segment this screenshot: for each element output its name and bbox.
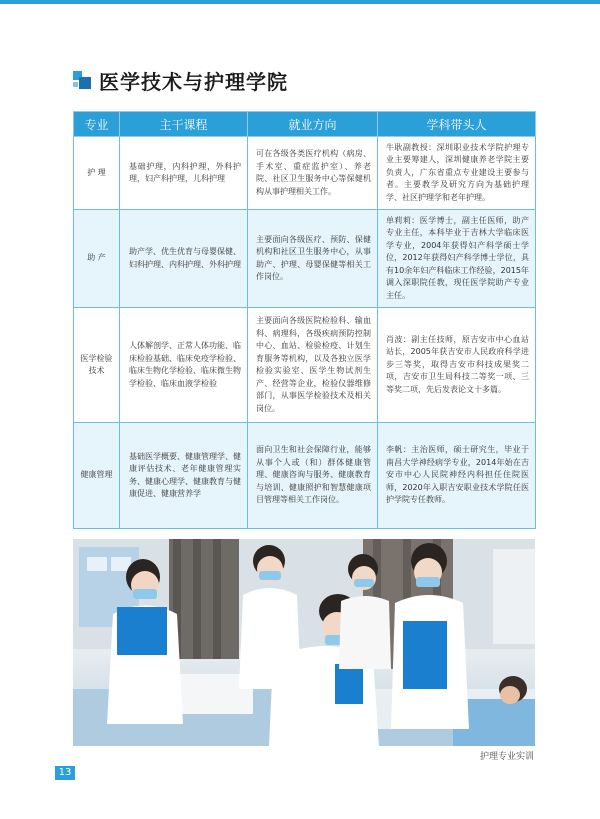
major-name: 助 产: [74, 210, 120, 308]
table-row: [74, 308, 536, 423]
header-courses: 主干课程: [120, 112, 248, 137]
major-name: 健康管理: [74, 423, 120, 529]
page-number: 13: [55, 766, 75, 780]
major-career: 可在各级各类医疗机构（病房、手术室、重症监护室）、养老院、社区卫生服务中心等保健机构从事护理相关工作。: [248, 137, 378, 210]
header-leader: 学科带头人: [378, 112, 536, 137]
major-career: 面向卫生和社会保障行业，能够从事个人或（和）群体健康管理、健康咨询与服务、健康教育与培训、健康照护和智慧健康项目管理等相关工作岗位。: [248, 423, 378, 529]
table-row: [74, 423, 536, 529]
major-name: 医学检验技术: [74, 308, 120, 423]
table-header-row: [74, 112, 536, 137]
majors-table: [73, 111, 536, 529]
major-career: 主要面向各级医疗、预防、保健机构和社区卫生服务中心，从事助产、护理、母婴保健等相关工作岗位。: [248, 210, 378, 308]
photo-illustration: [73, 539, 535, 746]
major-leader: 李帆：主治医师，硕士研究生，毕业于南昌大学神经病学专业，2014年始在吉安市中心人民院神经内科担任住院医师，2020年入职吉安职业技术学院任医护学院专任教师。: [378, 423, 536, 529]
major-courses: 基础护理，内科护理，外科护理，妇产科护理，儿科护理: [120, 137, 248, 210]
major-name: 护 理: [74, 137, 120, 210]
header-career: 就业方向: [248, 112, 378, 137]
table-row: [74, 137, 536, 210]
major-career: 主要面向各级医院检验科、输血科、病理科，各级疾病预防控制中心、血站、检验检疫、计划生育服务等机构，以及各独立医学检验实验室、医学生物试剂生产、经营等企业，检验仪器维修部门，从事医学检验技术及相关岗位。: [248, 308, 378, 423]
major-courses: 基础医学概要、健康管理学、健康评估技术、老年健康管理实务、健康心理学、健康教育与健康促进、健康营养学: [120, 423, 248, 529]
photo-caption: 护理专业实训: [479, 752, 534, 762]
major-leader: 肖波：副主任技师，原吉安市中心血站站长，2005年获吉安市人民政府科学进步三等奖，取得吉安市科技成果奖二项，吉安市卫生局科技二等奖一项、三等奖二项，先后发表论文十多篇。: [378, 308, 536, 423]
major-leader: 牛耿副教授：深圳职业技术学院护理专业主要筹建人，深圳健康养老学院主要负责人，广东省重点专业建设主要参与者。主要教学及研究方向为基础护理学、社区护理学和老年护理。: [378, 137, 536, 210]
title-block: [73, 66, 288, 94]
major-courses: 人体解剖学、正常人体功能、临床检验基础、临床免疫学检验、临床生物化学检验、临床微生物学检验、临床血液学检验: [120, 308, 248, 423]
top-accent-bar: [0, 0, 600, 4]
title-square-icon: [73, 71, 91, 89]
page-title: 医学技术与护理学院: [99, 69, 288, 94]
nursing-training-photo: [73, 539, 535, 746]
header-major: 专业: [74, 112, 120, 137]
major-courses: 助产学、优生优育与母婴保健、妇科护理、内科护理、外科护理: [120, 210, 248, 308]
major-leader: 单莉莉：医学博士，副主任医师，助产专业主任，本科毕业于吉林大学临床医学专业，2004年获得妇产科学硕士学位，2012年获得妇产科学博士学位，具有10余年妇产科临床工作经验，2015年调入深职院任教，现任医学院助产专业主任。: [378, 210, 536, 308]
table-row: [74, 210, 536, 308]
